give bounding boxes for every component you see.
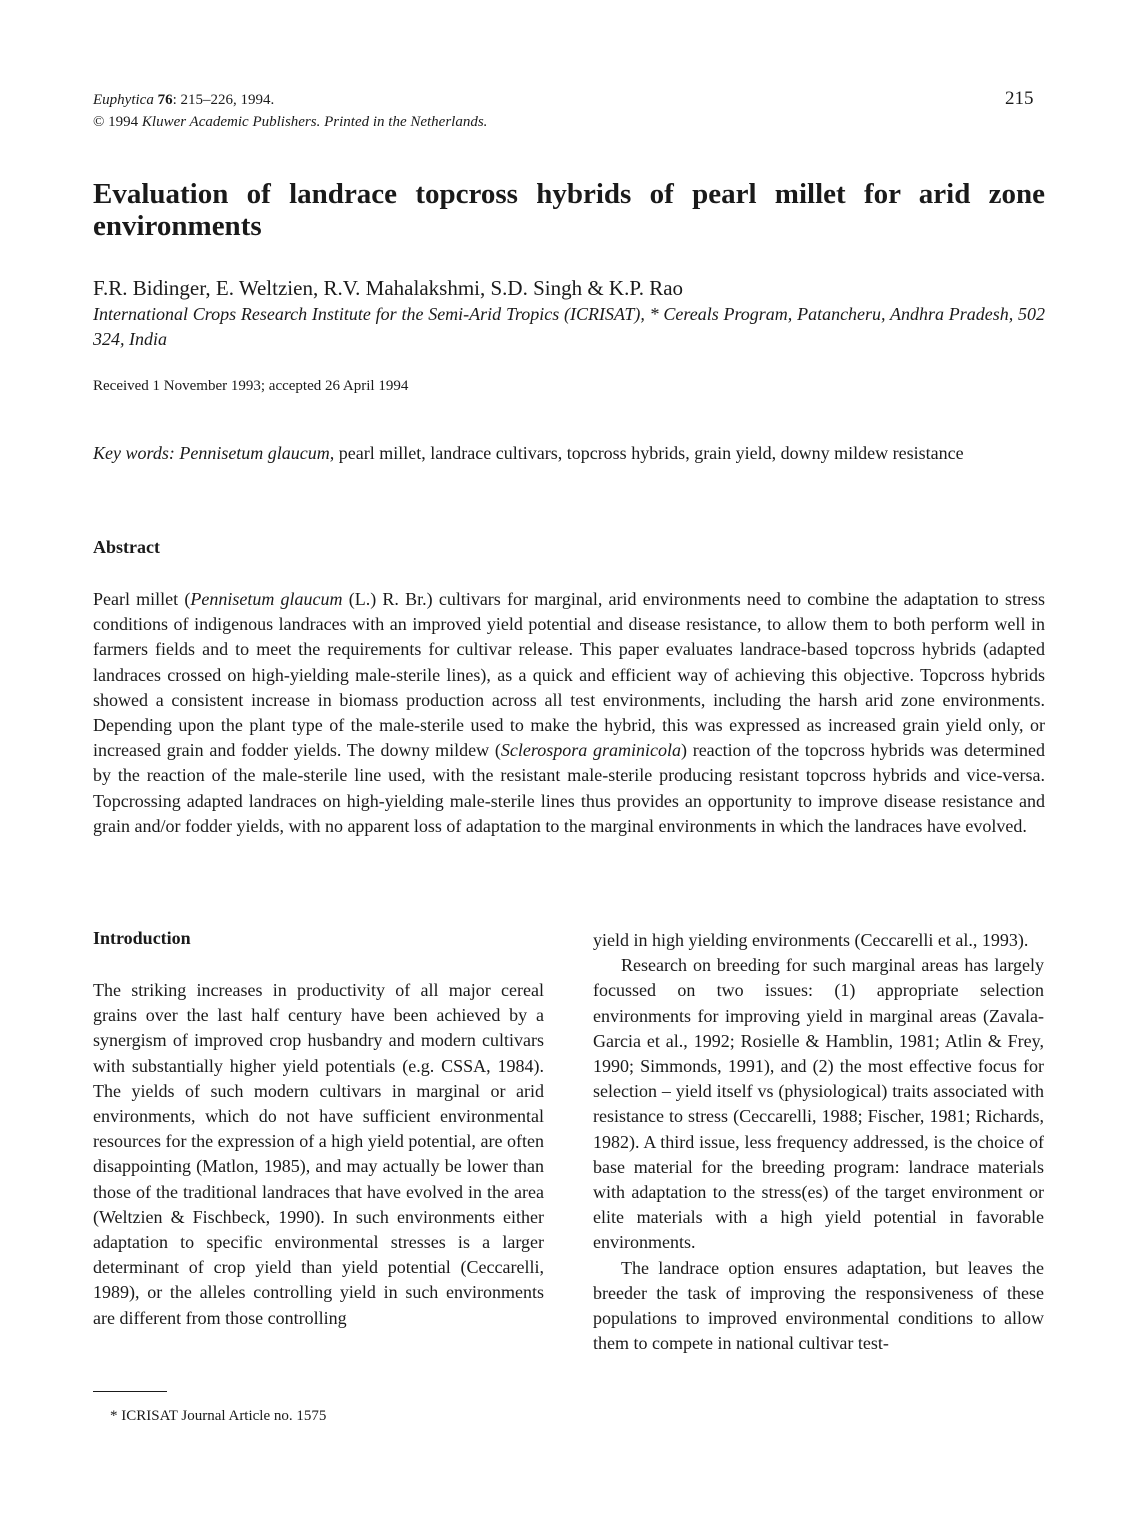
article-authors: F.R. Bidinger, E. Weltzien, R.V. Mahalakshmi, S.D. Singh & K.P. Rao xyxy=(93,276,684,300)
copyright-text: Kluwer Academic Publishers. Printed in the Netherlands. xyxy=(141,114,488,130)
article-affiliation: International Crops Research Institute for the Semi-Arid Tropics (ICRISAT), * Cereals Program, Patancheru, Andhra Pradesh, 502 324, India xyxy=(93,304,1045,349)
keywords-label: Key words: xyxy=(93,443,175,463)
abstract-part-1: Pearl millet ( xyxy=(93,589,191,609)
abstract-heading: Abstract xyxy=(93,537,160,557)
keywords xyxy=(93,441,1045,466)
journal-volume: 76 xyxy=(157,92,173,108)
intro-paragraph-continued: yield in high yielding environments (Ceccarelli et al., 1993). xyxy=(593,930,1029,950)
copyright-year: 1994 xyxy=(104,114,142,130)
abstract-part-2: (L.) R. Br.) cultivars for marginal, arid environments need to combine the adaptation to stress conditions of indigenous landraces with an improved yield potential and disease resistance, to allow them to both perform well in farmers fields and to meet the requirements for cultivar release. This paper evaluates landrace-based topcross hybrids (adapted landraces crossed on high-yielding male-sterile lines), as a quick and efficient way of achieving this objective. Topcross hybrids showed a consistent increase in biomass production across all test environments, including the harsh arid zone environments. Depending upon the plant type of the male-sterile used to make the hybrid, this was expressed as increased grain yield only, or increased grain and fodder yields. The downy mildew ( xyxy=(93,589,1045,761)
abstract-text xyxy=(93,587,1045,839)
journal-pages: : 215–226, 1994. xyxy=(172,92,275,108)
intro-paragraph-2: Research on breeding for such marginal areas has largely focussed on two issues: (1) appropriate selection environments for improving yield in marginal areas (Zavala-Garcia et al., 1992; Rosielle & Hamblin, 1981; Atlin & Frey, 1990; Simmonds, 1991), and (2) the most effective focus for selection – yield itself vs (physiological) traits associated with resistance to stress (Ceccarelli, 1988; Fischer, 1981; Richards, 1982). A third issue, less frequency addressed, is the choice of base material for the breeding program: landrace materials with adaptation to the stress(es) of the target environment or elite materials with a high yield potential in favorable environments. xyxy=(593,955,1044,1253)
page-number: 215 xyxy=(1005,88,1034,109)
journal-citation xyxy=(93,89,487,133)
received-dates: Received 1 November 1993; accepted 26 April 1994 xyxy=(93,378,409,394)
abstract-species-1: Pennisetum glaucum xyxy=(190,589,343,609)
article-title: Evaluation of landrace topcross hybrids of pearl millet for arid zone environments xyxy=(93,178,1045,242)
abstract-species-2: Sclerospora graminicola xyxy=(500,740,681,761)
journal-name: Euphytica xyxy=(93,92,154,108)
footnote: * ICRISAT Journal Article no. 1575 xyxy=(110,1408,327,1424)
copyright-symbol: © xyxy=(93,114,105,130)
intro-paragraph-3: The landrace option ensures adaptation, but leaves the breeder the task of improving the responsiveness of these populations to improved environmental conditions to allow them to compete in national cultivar test- xyxy=(593,1257,1044,1354)
keywords-list: pearl millet, landrace cultivars, topcross hybrids, grain yield, downy mildew resistance xyxy=(334,443,964,463)
footnote-divider xyxy=(93,1391,167,1392)
right-column xyxy=(593,928,1044,1356)
left-column xyxy=(93,978,544,1331)
introduction-heading: Introduction xyxy=(93,928,191,948)
abstract-part-3: ) reaction of the topcross hybrids was determined by the reaction of the male-sterile line used, with the resistant male-sterile producing resistant topcross hybrids and vice-versa. Topcrossing adapted landraces on high-yielding male-sterile lines thus provides an opportunity to improve disease resistance and grain and/or fodder yields, with no apparent loss of adaptation to the marginal environments in which the landraces have evolved. xyxy=(93,740,1045,836)
copyright-line xyxy=(93,111,487,133)
journal-line xyxy=(93,89,487,111)
intro-paragraph-1: The striking increases in productivity of all major cereal grains over the last half century have been achieved by a synergism of improved crop husbandry and modern cultivars with substantially higher yield potentials (e.g. CSSA, 1984). The yields of such modern cultivars in marginal or arid environments, which do not have sufficient environmental resources for the expression of a high yield potential, are often disappointing (Matlon, 1985), and may actually be lower than those of the traditional landraces that have evolved in the area (Weltzien & Fischbeck, 1990). In such environments either adaptation to specific environmental stresses is a larger determinant of crop yield than yield potential (Ceccarelli, 1989), or the alleles controlling yield in such environments are different from those controlling xyxy=(93,980,544,1328)
keywords-species: Pennisetum glaucum, xyxy=(174,443,335,463)
